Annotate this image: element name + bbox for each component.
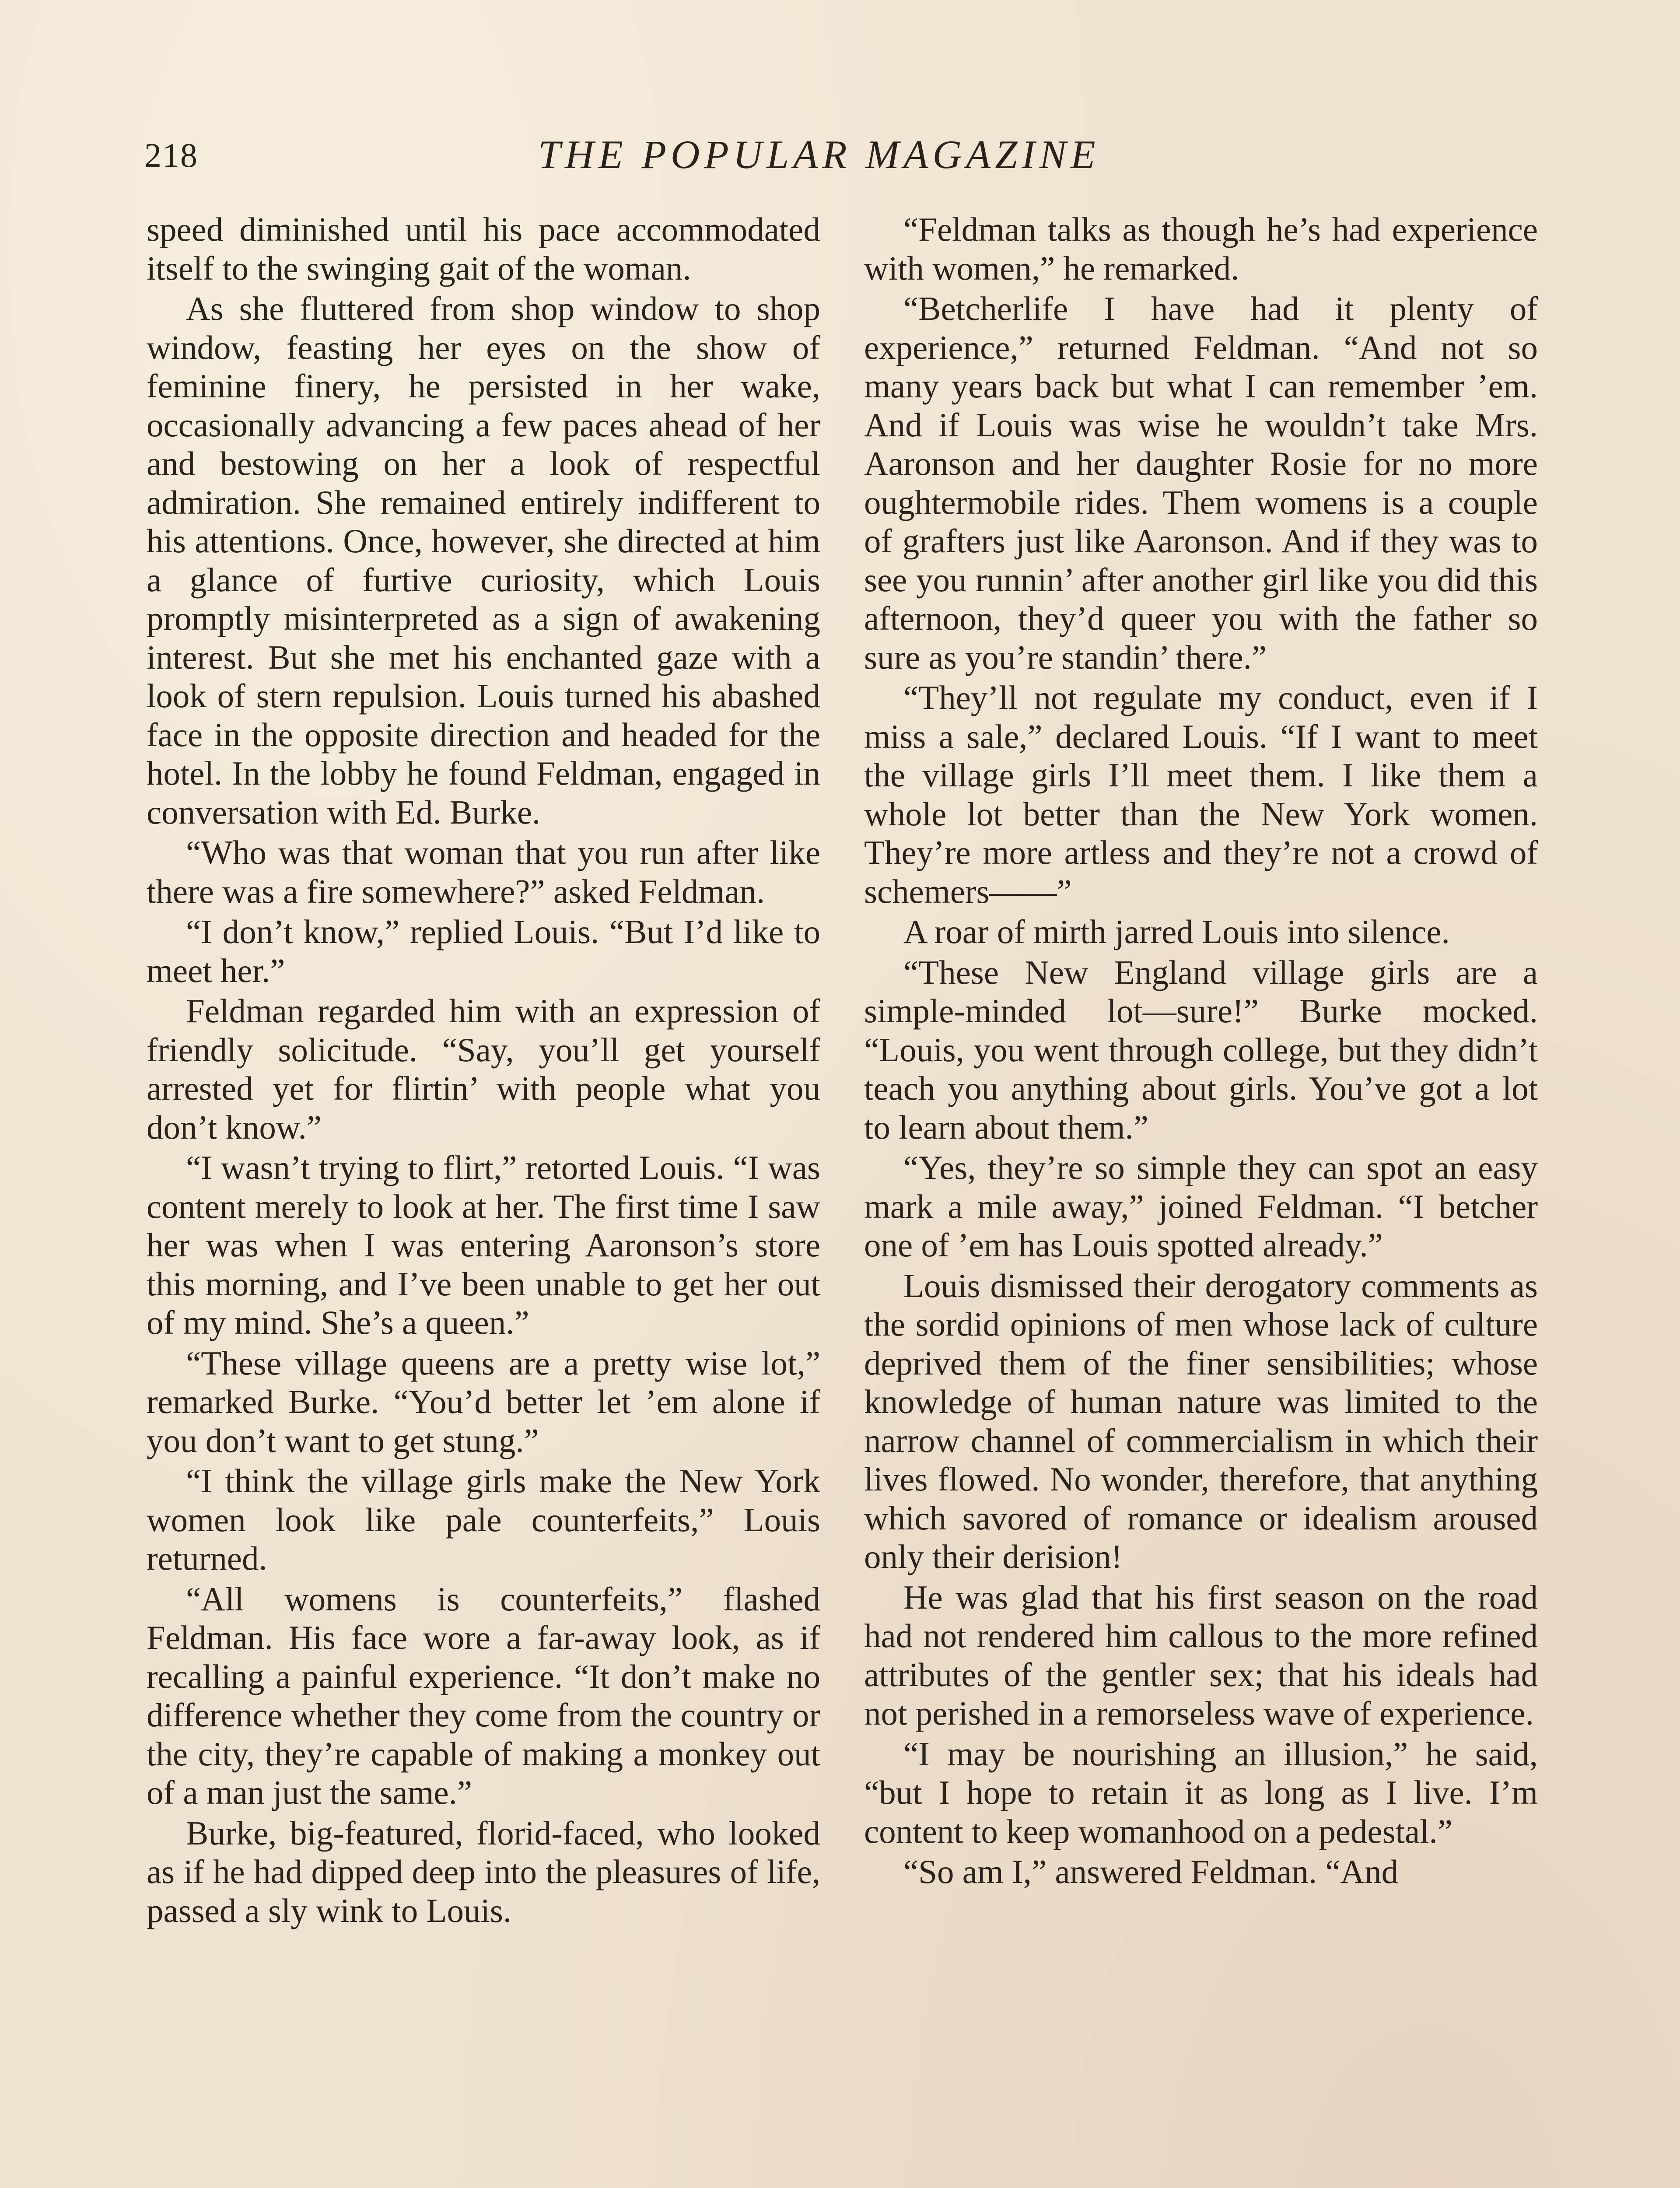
paragraph: A roar of mirth jarred Louis into silence. [903,913,1450,950]
left-column [147,210,820,1930]
paragraph: “I wasn’t trying to flirt,” retorted Louis. “I was content merely to look at her. The first time I saw her was when I was entering Aaronson’s store this morning, and I’ve been unable to get her out of my mind. She’s a queen.” [147,1149,820,1341]
paragraph: As she fluttered from shop window to shop window, feasting her eyes on the show of feminine finery, he persisted in her wake, occasionally advancing a few paces ahead of her and bestowing on her a look of respectful admiration. She remained entirely indifferent to his attentions. Once, however, she directed at him a glance of furtive curiosity, which Louis promptly misinterpreted as a sign of awakening interest. But she met his enchanted gaze with a look of stern repulsion. Louis turned his abashed face in the opposite direction and headed for the hotel. In the lobby he found Feldman, engaged in conversation with Ed. Burke. [147,290,820,831]
paragraph: “These village queens are a pretty wise lot,” remarked Burke. “You’d better let ’em alone if you don’t want to get stung.” [147,1344,820,1459]
right-column [864,210,1538,1891]
paragraph: “I don’t know,” replied Louis. “But I’d like to meet her.” [147,913,820,989]
paragraph: “I think the village girls make the New York women look like pale counterfeits,” Louis returned. [147,1462,820,1577]
paragraph: “Betcherlife I have had it plenty of experience,” returned Feldman. “And not so many years back but what I can remember ’em. And if Louis was wise he wouldn’t take Mrs. Aaronson and her daughter Rosie for no more oughtermobile rides. Them womens is a couple of grafters just like Aaronson. And if they was to see you runnin’ after another girl like you did this afternoon, they’d queer you with the father so sure as you’re standin’ there.” [864,290,1538,676]
page-number: 218 [144,136,198,174]
paragraph: “I may be nourishing an illusion,” he said, “but I hope to retain it as long as I live. I’m content to keep womanhood on a pedestal.” [864,1735,1538,1850]
paragraph: Burke, big-featured, florid-faced, who looked as if he had dipped deep into the pleasures of life, passed a sly wink to Louis. [147,1814,820,1929]
paragraph: “They’ll not regulate my conduct, even if I miss a sale,” declared Louis. “If I want to meet the village girls I’ll meet them. I like them a whole lot better than the New York women. They’re more artless and they’re not a crowd of schemers——” [864,679,1538,910]
paragraph: Louis dismissed their derogatory comments as the sordid opinions of men whose lack of culture deprived them of the finer sensibilities; whose knowledge of human nature was limited to the narrow channel of commercialism in which their lives flowed. No wonder, therefore, that anything which savored of romance or idealism aroused only their derision! [864,1266,1538,1575]
paragraph: “So am I,” answered Feldman. “And [903,1853,1399,1890]
running-title: THE POPULAR MAGAZINE [538,132,1100,177]
paragraph: “All womens is counterfeits,” flashed Feldman. His face wore a far-away look, as if recalling a painful experience. “It don’t make no difference whether they come from the country or the city, they’re capable of making a monkey out of a man just the same.” [147,1580,820,1811]
paragraph: Feldman regarded him with an expression of friendly solicitude. “Say, you’ll get yourself arrested yet for flirtin’ with people what you don’t know.” [147,992,820,1146]
paragraph: “Feldman talks as though he’s had experience with women,” he remarked. [864,210,1538,287]
paragraph: “These New England village girls are a simple-minded lot—sure!” Burke mocked. “Louis, you went through college, but they didn’t teach you anything about girls. You’ve got a lot to learn about them.” [864,953,1538,1146]
paragraph: speed diminished until his pace accommodated itself to the swinging gait of the woman. [147,210,820,287]
paragraph: He was glad that his first season on the road had not rendered him callous to the more refined attributes of the gentler sex; that his ideals had not perished in a remorseless wave of experience. [864,1578,1538,1732]
page-header [144,131,1536,193]
paragraph: “Yes, they’re so simple they can spot an easy mark a mile away,” joined Feldman. “I betcher one of ’em has Louis spotted already.” [864,1149,1538,1264]
paragraph: “Who was that woman that you run after like there was a fire somewhere?” asked Feldman. [147,834,820,910]
